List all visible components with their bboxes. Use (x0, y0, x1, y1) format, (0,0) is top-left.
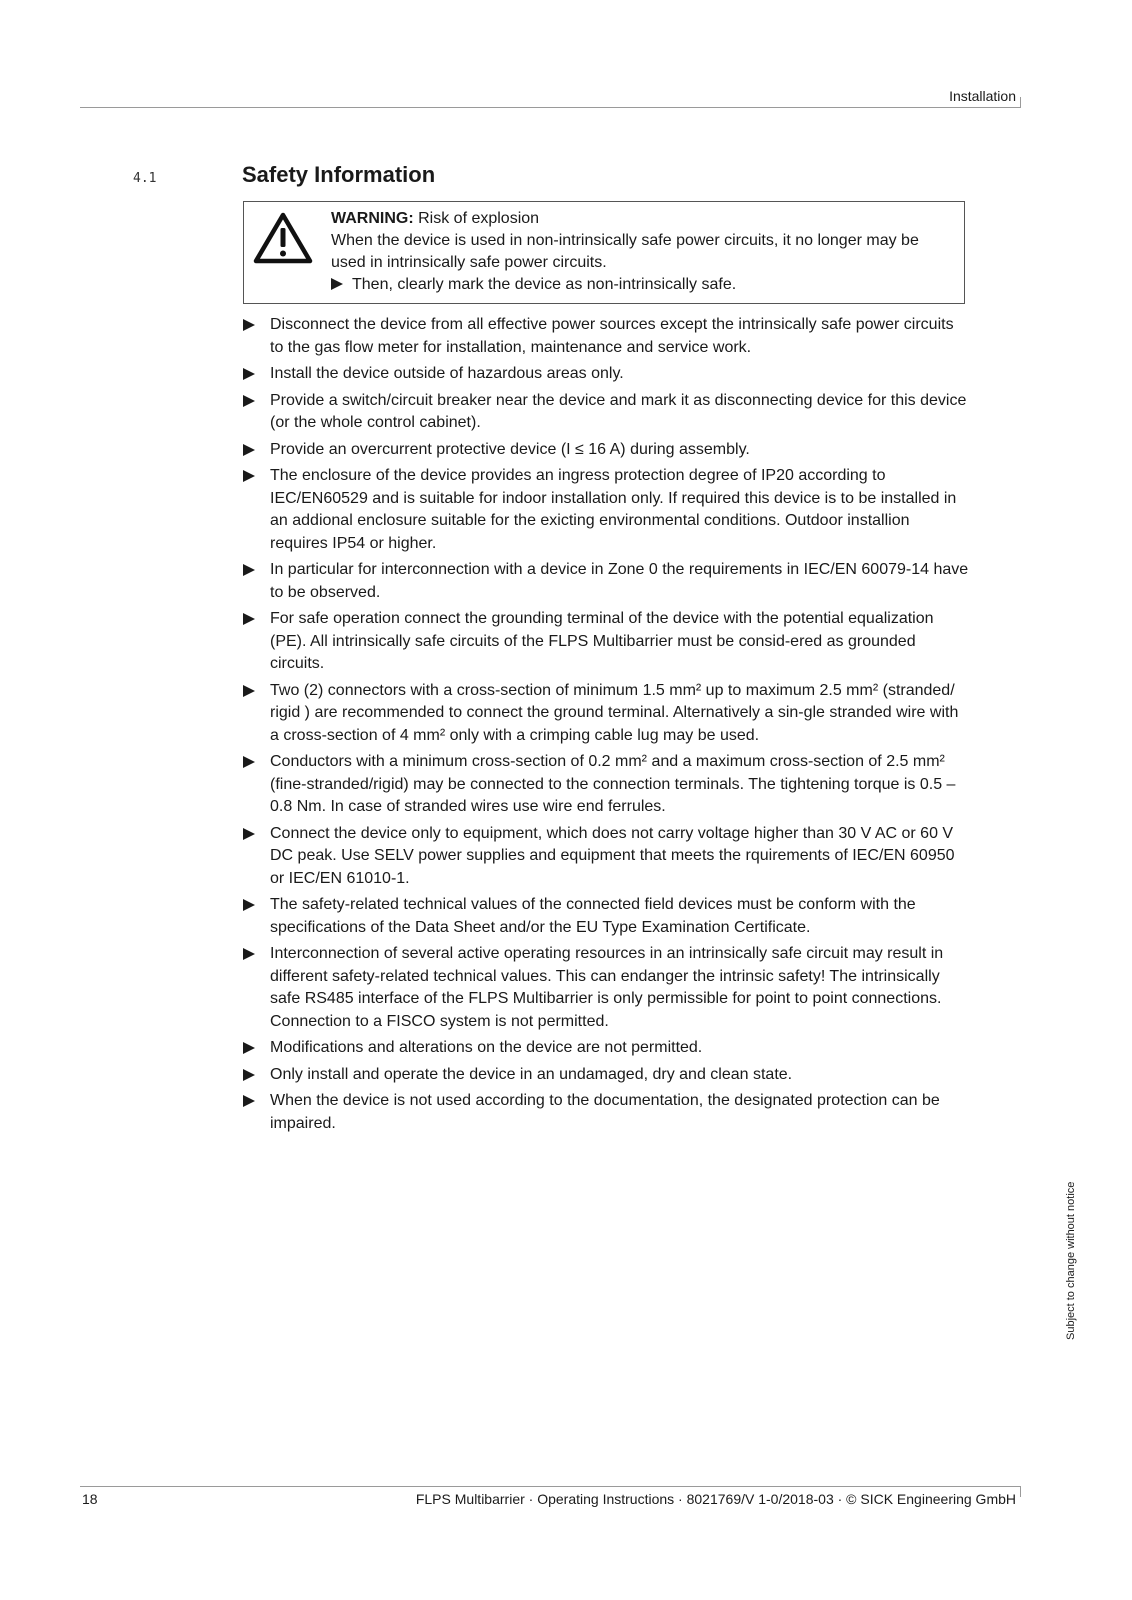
arrow-icon (243, 1069, 255, 1081)
arrow-icon (243, 685, 255, 697)
arrow-icon (243, 1095, 255, 1107)
list-item-text: Modifications and alterations on the device are not permitted. (270, 1039, 703, 1056)
arrow-icon (243, 828, 255, 840)
list-item (243, 314, 969, 359)
header-rule (80, 107, 1020, 108)
list-item-text: Connect the device only to equipment, which does not carry voltage higher than 30 V AC or 60 V DC peak. Use SELV power supplies and equipment that meets the rquirements of IEC/EN 60950 or IEC/EN 61010-1. (270, 824, 955, 887)
list-item (243, 363, 969, 386)
arrow-icon (243, 319, 255, 331)
arrow-icon (243, 368, 255, 380)
page-number: 18 (82, 1491, 98, 1507)
list-item (243, 1090, 969, 1135)
arrow-icon (243, 899, 255, 911)
list-item-text: In particular for interconnection with a device in Zone 0 the requirements in IEC/EN 60079-14 have to be observed. (270, 561, 969, 601)
arrow-icon (243, 948, 255, 960)
arrow-icon (243, 564, 255, 576)
list-item (243, 680, 969, 748)
list-item-text: Install the device outside of hazardous areas only. (270, 365, 624, 382)
footer-text: FLPS Multibarrier · Operating Instructions · 8021769/V 1-0/2018-03 · © SICK Engineering GmbH (415, 1491, 1016, 1507)
warning-step-text: Then, clearly mark the device as non-intrinsically safe. (352, 276, 737, 293)
list-item (243, 1037, 969, 1060)
warning-step (331, 274, 944, 296)
list-item-text: Two (2) connectors with a cross-section of minimum 1.5 mm² up to maximum 2.5 mm² (stranded/ rigid ) are recommended to connect the ground terminal. Alternatively a sin-gle stranded wire with a cross-section of 4 mm² only with a crimping cable lug may be used. (270, 681, 959, 744)
list-item-text: For safe operation connect the grounding terminal of the device with the potential equalization (PE). All intrinsically safe circuits of the FLPS Multibarrier must be consid-ered as grounded circuits. (270, 610, 934, 672)
list-item-text: Interconnection of several active operating resources in an intrinsically safe circuit may result in different safety-related technical values. This can endanger the intrinsic safety! The intrinsically safe RS485 interface of the FLPS Multibarrier is only permissible for point to point connections. Connection to a FISCO system is not permitted. (270, 945, 944, 1030)
list-item-text: Disconnect the device from all effective power sources except the intrinsically safe power circuits to the gas flow meter for installation, maintenance and service work. (270, 316, 954, 356)
list-item (243, 1064, 969, 1087)
list-item (243, 439, 969, 462)
arrow-icon (243, 756, 255, 768)
warning-triangle-icon (252, 210, 314, 266)
section-number: 4.1 (133, 171, 157, 186)
list-item (243, 943, 969, 1033)
list-item (243, 465, 969, 555)
warning-title: Risk of explosion (418, 210, 540, 227)
list-item (243, 390, 969, 435)
list-item (243, 823, 969, 891)
list-item (243, 608, 969, 676)
list-item (243, 751, 969, 819)
warning-text: When the device is used in non-intrinsically safe power circuits, it no longer may be used in intrinsically safe power circuits. (331, 232, 919, 271)
arrow-icon (243, 470, 255, 482)
list-item-text: Conductors with a minimum cross-section of 0.2 mm² and a maximum cross-section of 2.5 mm² (fine-stranded/rigid) may be connected to the connection terminals. The tightening torque is 0.5 – 0.8 Nm. In case of stranded wires use wire end ferrules. (270, 753, 956, 815)
list-item-text: Only install and operate the device in an undamaged, dry and clean state. (270, 1065, 793, 1083)
warning-heading (331, 208, 944, 230)
list-item-text: The safety-related technical values of the connected field devices must be conform with the specifications of the Data Sheet and/or the EU Type Examination Certificate. (270, 896, 916, 936)
header-rule-tick (1020, 97, 1021, 108)
list-item (243, 559, 969, 604)
footer-rule (80, 1486, 1020, 1487)
list-item (243, 894, 969, 939)
warning-label: WARNING: (331, 210, 414, 227)
arrow-icon (243, 613, 255, 625)
warning-box (243, 201, 965, 304)
list-item-text: When the device is not used according to the documentation, the designated protection can be impaired. (270, 1092, 940, 1132)
list-item-text: The enclosure of the device provides an ingress protection degree of IP20 according to IEC/EN60529 and is suitable for indoor installation only. If required this device is to be installed in an addional enclosure suitable for the exicting environmental conditions. Outdoor installion requires IP54 or higher. (270, 467, 957, 552)
running-header: Installation (949, 88, 1016, 104)
section-title: Safety Information (242, 162, 436, 187)
arrow-icon (331, 278, 343, 290)
arrow-icon (243, 444, 255, 456)
arrow-icon (243, 1042, 255, 1054)
warning-content (331, 208, 944, 296)
safety-instructions-list (243, 314, 969, 1139)
list-item-text: Provide an overcurrent protective device (I ≤ 16 A) during assembly. (270, 440, 750, 458)
footer-rule-tick (1020, 1486, 1021, 1497)
arrow-icon (243, 395, 255, 407)
list-item-text: Provide a switch/circuit breaker near the device and mark it as disconnecting device for this device (or the whole control cabinet). (270, 391, 967, 431)
side-note: Subject to change without notice (1065, 1181, 1077, 1340)
